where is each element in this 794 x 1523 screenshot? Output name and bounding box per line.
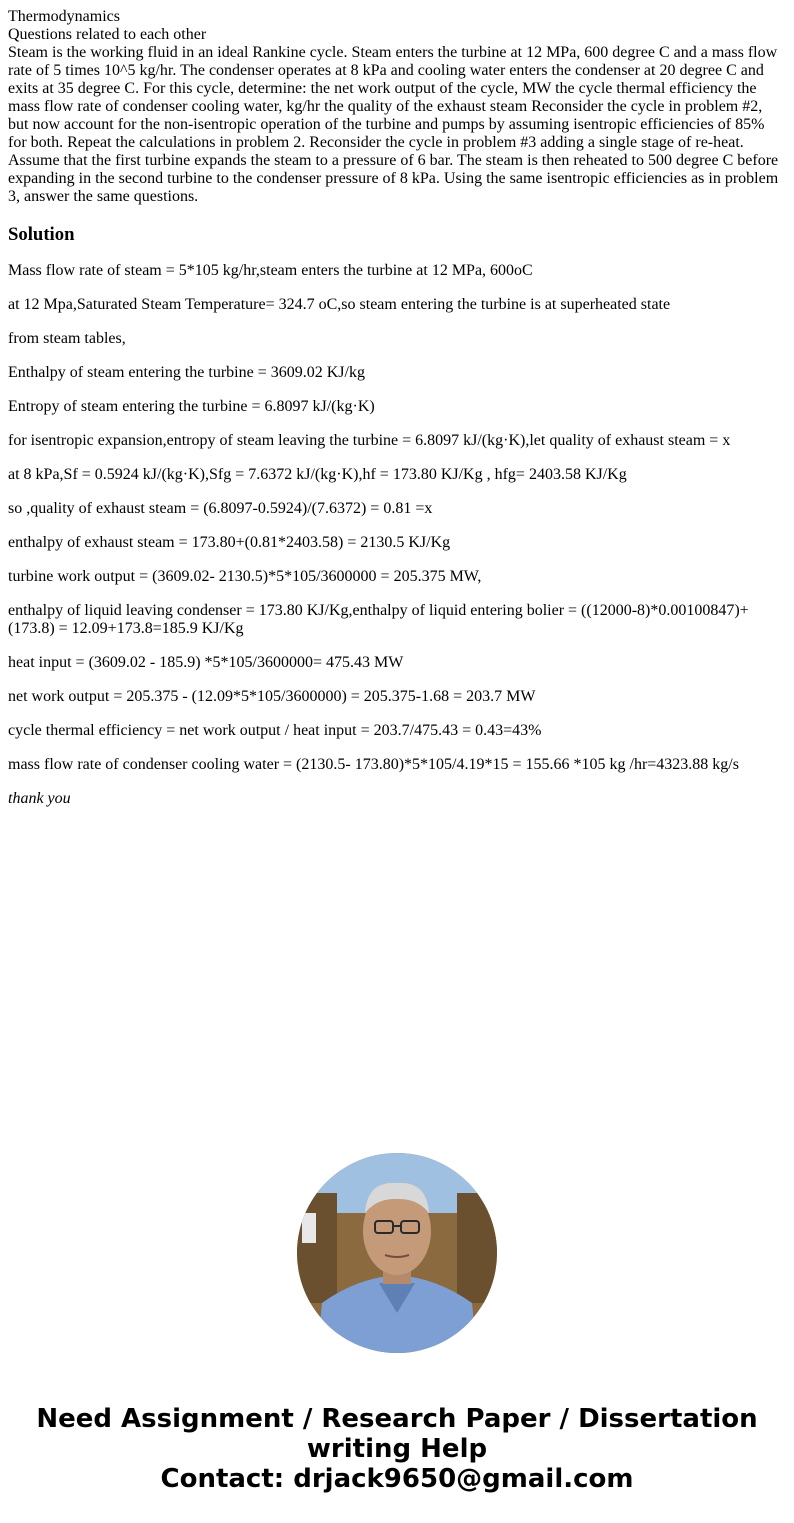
promo-banner — [0, 1404, 794, 1494]
solution-line: net work output = 205.375 - (12.09*5*105/3600000) = 205.375-1.68 = 203.7 MW — [8, 688, 536, 705]
solution-line: Entropy of steam entering the turbine = 6.8097 kJ/(kg·K) — [8, 398, 375, 415]
promo-line: writing Help — [306, 1434, 488, 1464]
solution-line: at 8 kPa,Sf = 0.5924 kJ/(kg·K),Sfg = 7.6372 kJ/(kg·K),hf = 173.80 KJ/Kg , hfg= 2403.58 KJ/Kg — [8, 466, 627, 483]
author-portrait-image — [297, 1153, 497, 1353]
solution-line: for isentropic expansion,entropy of steam leaving the turbine = 6.8097 kJ/(kg·K),let quality of exhaust steam = x — [8, 432, 731, 449]
solution-body — [8, 262, 786, 808]
solution-line: heat input = (3609.02 - 185.9) *5*105/3600000= 475.43 MW — [8, 654, 404, 671]
solution-line: enthalpy of liquid leaving condenser = 173.80 KJ/Kg,enthalpy of liquid entering bolier = ((12000-8)*0.00100847)+(173.8) = 12.09+173.8=185.9 KJ/Kg — [8, 602, 749, 637]
question-block — [0, 0, 794, 206]
author-avatar — [297, 1153, 497, 1353]
question-body: Steam is the working fluid in an ideal Rankine cycle. Steam enters the turbine at 12 MPa, 600 degree C and a mass flow rate of 5 times 10^5 kg/hr. The condenser operates at 8 kPa and cooling water enters the condenser at 20 degree C and exits at 35 degree C. For this cycle, determine: the net work output of the cycle, MW the cycle thermal efficiency the mass flow rate of condenser cooling water, kg/hr the quality of the exhaust steam Reconsider the cycle in problem #2, but now account for the non-isentropic operation of the turbine and pumps by assuming isentropic efficiencies of 85% for both. Repeat the calculations in problem 2. Reconsider the cycle in problem #3 adding a single stage of re-heat. Assume that the first turbine expands the steam to a pressure of 6 bar. The steam is then reheated to 500 degree C before expanding in the second turbine to the condenser pressure of 8 kPa. Using the same isentropic efficiencies as in problem 3, answer the same questions. — [8, 44, 779, 205]
solution-heading: Solution — [8, 224, 75, 245]
solution-line: turbine work output = (3609.02- 2130.5)*5*105/3600000 = 205.375 MW, — [8, 568, 482, 585]
question-subject: Thermodynamics — [8, 8, 120, 25]
promo-line: Need Assignment / Research Paper / Dissertation — [36, 1404, 758, 1434]
solution-line: enthalpy of exhaust steam = 173.80+(0.81*2403.58) = 2130.5 KJ/Kg — [8, 534, 451, 551]
solution-line: Mass flow rate of steam = 5*105 kg/hr,steam enters the turbine at 12 MPa, 600oC — [8, 262, 533, 279]
solution-line: cycle thermal efficiency = net work output / heat input = 203.7/475.43 = 0.43=43% — [8, 722, 542, 739]
solution-line: mass flow rate of condenser cooling water = (2130.5- 173.80)*5*105/4.19*15 = 155.66 *105 kg /hr=4323.88 kg/s — [8, 756, 739, 773]
promo-contact: Contact: drjack9650@gmail.com — [160, 1464, 634, 1494]
question-subtitle: Questions related to each other — [8, 26, 207, 43]
solution-line: from steam tables, — [8, 330, 126, 347]
solution-line: Enthalpy of steam entering the turbine = 3609.02 KJ/kg — [8, 364, 365, 381]
solution-line: so ,quality of exhaust steam = (6.8097-0.5924)/(7.6372) = 0.81 =x — [8, 500, 433, 517]
solution-line: at 12 Mpa,Saturated Steam Temperature= 324.7 oC,so steam entering the turbine is at superheated state — [8, 296, 671, 313]
closing-text: thank you — [8, 790, 71, 807]
